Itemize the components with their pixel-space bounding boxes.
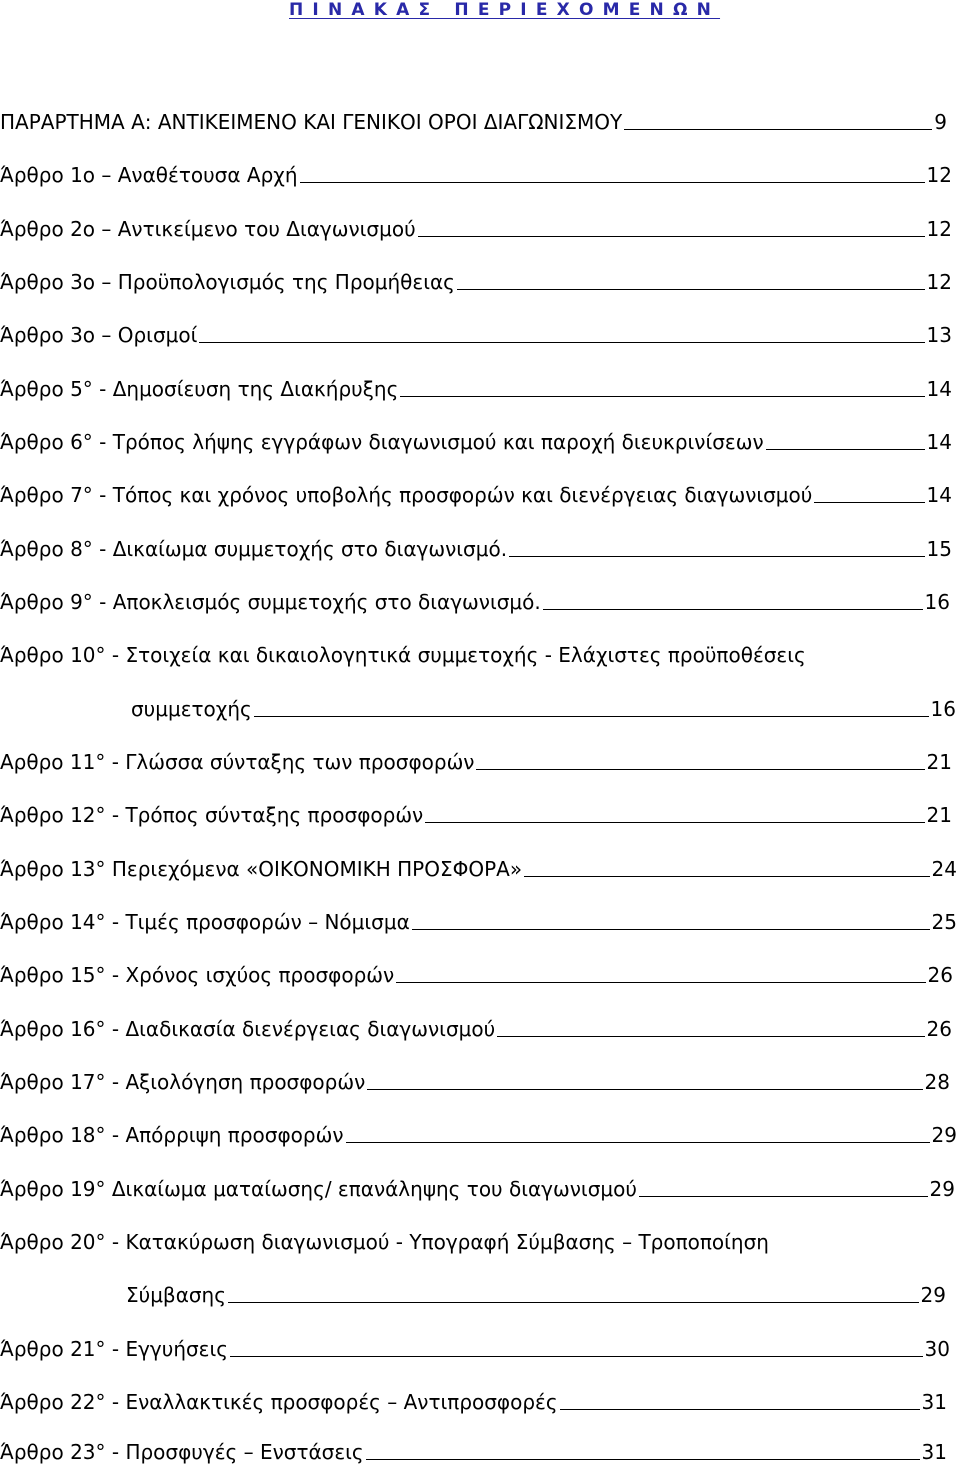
toc-leader-line (814, 502, 924, 503)
toc-entry[interactable] (0, 852, 957, 882)
toc-leader-line (497, 1036, 924, 1037)
toc-leader-line (228, 1302, 919, 1303)
toc-entry-text: Άρθρο 6° - Τρόπος λήψης εγγράφων διαγωνισμού και παροχή διευκρινίσεων (0, 430, 764, 454)
toc-entry[interactable] (0, 745, 952, 775)
toc-entry-page: 26 (926, 1017, 952, 1041)
toc-leader-line (366, 1459, 920, 1460)
toc-entry[interactable] (0, 905, 957, 935)
toc-entry[interactable] (0, 1225, 769, 1255)
toc-entry-text: Άρθρο 20° - Κατακύρωση διαγωνισμού - Υπογραφή Σύμβασης – Τροποποίηση (0, 1230, 769, 1254)
toc-entry-continuation[interactable] (126, 1278, 946, 1308)
toc-entry-page: 30 (924, 1337, 950, 1361)
toc-leader-line (300, 182, 925, 183)
toc-leader-line (624, 129, 932, 130)
toc-entry-text: Άρθρο 2ο – Αντικείμενο του Διαγωνισμού (0, 217, 416, 241)
toc-entry-page: 14 (926, 483, 952, 507)
toc-entry-text: Άρθρο 19° Δικαίωμα ματαίωσης/ επανάληψης του διαγωνισμού (0, 1177, 637, 1201)
toc-leader-line (543, 609, 923, 610)
toc-entry[interactable] (0, 1118, 957, 1148)
toc-entry[interactable] (0, 798, 952, 828)
toc-entry-page: 14 (926, 377, 952, 401)
toc-entry-text: Άρθρο 15° - Χρόνος ισχύος προσφορών (0, 963, 395, 987)
toc-entry[interactable] (0, 212, 952, 242)
toc-entry-page: 29 (931, 1123, 957, 1147)
toc-entry[interactable] (0, 958, 953, 988)
toc-entry-text: Άρθρο 12° - Τρόπος σύνταξης προσφορών (0, 803, 424, 827)
toc-entry-continuation[interactable] (131, 692, 956, 722)
toc-entry-page: 9 (934, 110, 947, 134)
toc-entry[interactable] (0, 1332, 950, 1362)
toc-entry-text: συμμετοχής (131, 697, 252, 721)
toc-entry[interactable] (0, 105, 947, 135)
toc-leader-line (346, 1142, 930, 1143)
toc-entry[interactable] (0, 1172, 955, 1202)
toc-entry[interactable] (0, 372, 952, 402)
toc-entry-page: 12 (926, 217, 952, 241)
toc-entry-page: 29 (920, 1283, 946, 1307)
toc-entry[interactable] (0, 532, 952, 562)
toc-leader-line (476, 769, 924, 770)
toc-leader-line (457, 289, 925, 290)
toc-leader-line (425, 822, 924, 823)
toc-leader-line (524, 876, 929, 877)
toc-entry-text: Άρθρο 14° - Τιμές προσφορών – Νόμισμα (0, 910, 410, 934)
toc-entry-page: 31 (921, 1390, 947, 1414)
toc-entry-text: Άρθρο 5° - Δημοσίευση της Διακήρυξης (0, 377, 399, 401)
toc-entry-page: 29 (929, 1177, 955, 1201)
toc-entry-text: Σύμβασης (126, 1283, 226, 1307)
toc-entry[interactable] (0, 585, 950, 615)
toc-leader-line (367, 1089, 922, 1090)
toc-entry-page: 31 (921, 1440, 947, 1464)
toc-entry-text: Αρθρο 11° - Γλώσσα σύνταξης των προσφορών (0, 750, 475, 774)
toc-entry-text: Άρθρο 17° - Αξιολόγηση προσφορών (0, 1070, 366, 1094)
toc-entry-page: 14 (926, 430, 952, 454)
toc-entry-text: Άρθρο 3ο – Προϋπολογισμός της Προμήθειας (0, 270, 455, 294)
toc-entry[interactable] (0, 1012, 952, 1042)
toc-leader-line (199, 342, 924, 343)
toc-leader-line (396, 982, 925, 983)
toc-leader-line (412, 929, 930, 930)
toc-entry-page: 24 (931, 857, 957, 881)
toc-entry[interactable] (0, 1435, 947, 1465)
toc-leader-line (230, 1356, 923, 1357)
toc-entry-page: 12 (926, 163, 952, 187)
toc-entry-page: 15 (926, 537, 952, 561)
toc-leader-line (400, 396, 924, 397)
toc-entry-page: 16 (930, 697, 956, 721)
toc-entry[interactable] (0, 265, 952, 295)
toc-entry-text: Άρθρο 3ο – Ορισμοί (0, 323, 198, 347)
toc-entry-text: Άρθρο 13° Περιεχόμενα «ΟΙΚΟΝΟΜΙΚΗ ΠΡΟΣΦΟΡΑ» (0, 857, 523, 881)
toc-entry-text: Άρθρο 23° - Προσφυγές – Ενστάσεις (0, 1440, 364, 1464)
toc-leader-line (509, 556, 924, 557)
toc-entry-text: ΠΑΡΑΡΤΗΜΑ Α: ΑΝΤΙΚΕΙΜΕΝΟ ΚΑΙ ΓΕΝΙΚΟΙ ΟΡΟΙ ΔΙΑΓΩΝΙΣΜΟΥ (0, 110, 623, 134)
toc-entry[interactable] (0, 638, 806, 668)
toc-entry-text: Άρθρο 8° - Δικαίωμα συμμετοχής στο διαγωνισμό. (0, 537, 508, 561)
toc-entry[interactable] (0, 1385, 947, 1415)
toc-entry[interactable] (0, 318, 952, 348)
toc-leader-line (766, 449, 925, 450)
toc-entry-text: Άρθρο 1ο – Αναθέτουσα Αρχή (0, 163, 298, 187)
toc-entry[interactable] (0, 158, 952, 188)
toc-entry-page: 21 (926, 750, 952, 774)
toc-entry-text: Άρθρο 22° - Εναλλακτικές προσφορές – Αντιπροσφορές (0, 1390, 558, 1414)
toc-entry-page: 12 (926, 270, 952, 294)
toc-entry[interactable] (0, 1065, 950, 1095)
toc-entry-text: Άρθρο 9° - Αποκλεισμός συμμετοχής στο διαγωνισμό. (0, 590, 541, 614)
toc-entry[interactable] (0, 425, 952, 455)
toc-entry-text: Άρθρο 7° - Τόπος και χρόνος υποβολής προσφορών και διενέργειας διαγωνισμού (0, 483, 813, 507)
toc-entry-text: Άρθρο 21° - Εγγυήσεις (0, 1337, 228, 1361)
toc-leader-line (639, 1196, 928, 1197)
toc-entry-text: Άρθρο 10° - Στοιχεία και δικαιολογητικά συμμετοχής - Ελάχιστες προϋποθέσεις (0, 643, 806, 667)
toc-entry-page: 21 (926, 803, 952, 827)
toc-leader-line (254, 716, 929, 717)
toc-entry-page: 26 (927, 963, 953, 987)
toc-entry-page: 16 (924, 590, 950, 614)
toc-leader-line (418, 236, 925, 237)
toc-entry-text: Άρθρο 16° - Διαδικασία διενέργειας διαγωνισμού (0, 1017, 496, 1041)
toc-entry-page: 28 (924, 1070, 950, 1094)
toc-entry-page: 13 (926, 323, 952, 347)
toc-entry[interactable] (0, 478, 952, 508)
toc-entry-text: Άρθρο 18° - Απόρριψη προσφορών (0, 1123, 344, 1147)
toc-leader-line (560, 1409, 920, 1410)
toc-entry-page: 25 (931, 910, 957, 934)
toc-title: ΠΙΝΑΚΑΣ ΠΕΡΙΕΧΟΜΕΝΩΝ (289, 0, 721, 20)
